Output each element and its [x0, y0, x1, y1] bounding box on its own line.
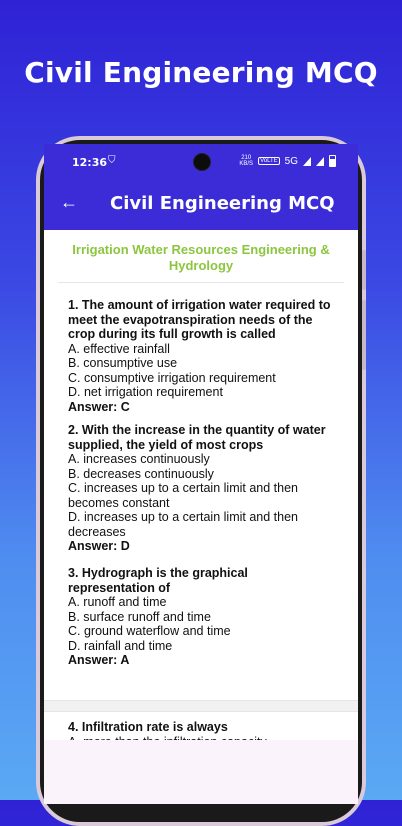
question-text: 4. Infiltration rate is always [68, 720, 228, 734]
option: A. effective rainfall [68, 341, 170, 356]
card-separator [44, 700, 358, 712]
phone-side-button [362, 300, 366, 370]
camera-cutout [193, 153, 211, 171]
status-icons [239, 155, 336, 167]
answer: Answer: A [68, 653, 130, 667]
bottom-nav-area [44, 740, 358, 804]
question-card [68, 298, 338, 414]
option: B. surface runoff and time [68, 609, 211, 624]
signal-icon [316, 157, 324, 166]
promo-title: Civil Engineering MCQ [24, 56, 378, 89]
shield-icon: ⛉ [108, 155, 116, 166]
question-card [68, 566, 338, 668]
category-title: Irrigation Water Resources Engineering & Hydrology [72, 242, 330, 273]
battery-icon [329, 155, 336, 167]
option: C. consumptive irrigation requirement [68, 370, 276, 385]
option: D. net irrigation requirement [68, 385, 223, 399]
question-text: 3. Hydrograph is the graphical representation of [68, 566, 248, 595]
answer: Answer: D [68, 539, 130, 553]
volte-icon: VoLTE [260, 158, 278, 164]
question-text: 2. With the increase in the quantity of water supplied, the yield of most crops [68, 423, 326, 452]
network-type: 5G [284, 155, 298, 167]
question-card [68, 720, 338, 740]
app-title: Civil Engineering MCQ [110, 193, 335, 214]
answer: Answer: C [68, 399, 130, 414]
mcq-list[interactable] [44, 230, 358, 804]
option: D. rainfall and time [68, 638, 173, 653]
status-time: 12:36 [72, 156, 108, 169]
status-bar [44, 144, 358, 180]
phone-screen [44, 144, 358, 804]
phone-side-button [362, 250, 366, 290]
app-bar [44, 180, 358, 230]
option: B. consumptive use [68, 356, 178, 370]
option: B. decreases continuously [68, 466, 214, 481]
data-rate: 210 KB/S [239, 155, 254, 167]
option: A. increases continuously [68, 452, 210, 466]
divider [58, 282, 344, 283]
option: C. increases up to a certain limit and then becomes constant [68, 481, 298, 510]
option: C. ground waterflow and time [68, 624, 231, 638]
signal-icon [303, 157, 311, 166]
question-card [68, 423, 338, 554]
question-text: 1. The amount of irrigation water required to meet the evapotranspiration needs of the crop during its full growth is called [68, 298, 331, 341]
arrow-left-icon[interactable]: ← [60, 192, 78, 212]
option: A. runoff and time [68, 595, 167, 609]
option: D. increases up to a certain limit and then decreases [68, 510, 298, 539]
